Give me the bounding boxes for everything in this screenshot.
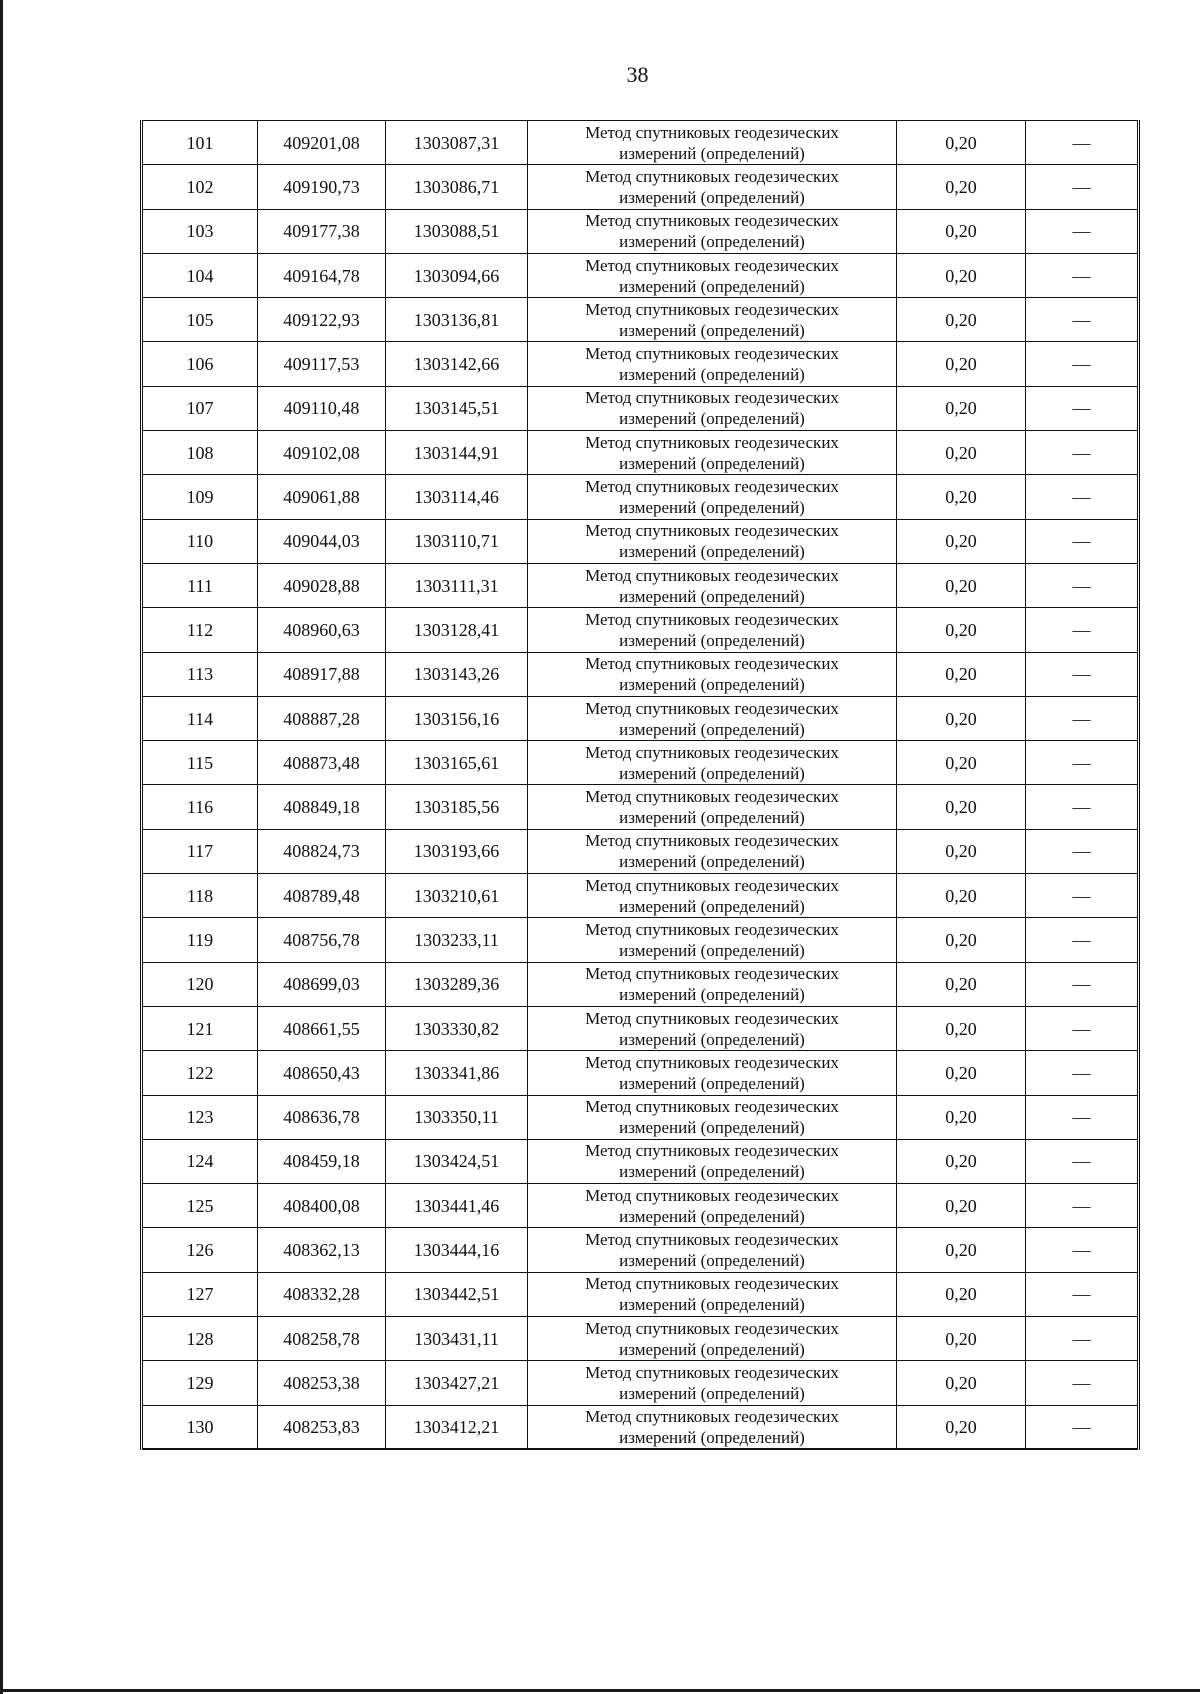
table-row [142, 1272, 1139, 1316]
description-cell: — [1026, 918, 1139, 962]
method-line-2: измерений (определений) [619, 409, 805, 429]
method-cell [528, 475, 897, 519]
x-coordinate-cell: 409028,88 [258, 563, 386, 607]
y-coordinate-cell: 1303142,66 [386, 342, 528, 386]
point-number-cell: 112 [142, 608, 258, 652]
method-line-2: измерений (определений) [619, 763, 805, 783]
method-cell [528, 1228, 897, 1272]
method-cell [528, 1006, 897, 1050]
method-cell [528, 1139, 897, 1183]
table-row [142, 785, 1139, 829]
point-number-cell: 113 [142, 652, 258, 696]
method-line-1: Метод спутниковых геодезических [585, 1407, 839, 1426]
method-cell [528, 1184, 897, 1228]
point-number-cell: 123 [142, 1095, 258, 1139]
method-line-1: Метод спутниковых геодезических [585, 255, 839, 275]
coordinates-table [140, 120, 1140, 1450]
point-number-cell: 114 [142, 696, 258, 740]
method-line-2: измерений (определений) [619, 852, 805, 872]
accuracy-cell: 0,20 [897, 386, 1026, 430]
y-coordinate-cell: 1303350,11 [386, 1095, 528, 1139]
accuracy-cell: 0,20 [897, 696, 1026, 740]
method-line-1: Метод спутниковых геодезических [585, 1141, 839, 1161]
accuracy-cell: 0,20 [897, 1006, 1026, 1050]
table-row [142, 563, 1139, 607]
x-coordinate-cell: 409102,08 [258, 431, 386, 475]
description-cell: — [1026, 1361, 1139, 1405]
accuracy-cell: 0,20 [897, 1139, 1026, 1183]
description-cell: — [1026, 431, 1139, 475]
x-coordinate-cell: 409122,93 [258, 298, 386, 342]
description-cell: — [1026, 165, 1139, 209]
method-line-1: Метод спутниковых геодезических [585, 875, 839, 895]
accuracy-cell: 0,20 [897, 874, 1026, 918]
method-line-2: измерений (определений) [619, 1029, 805, 1049]
point-number-cell: 117 [142, 829, 258, 873]
y-coordinate-cell: 1303136,81 [386, 298, 528, 342]
table-row [142, 1405, 1139, 1449]
point-number-cell: 107 [142, 386, 258, 430]
point-number-cell: 104 [142, 253, 258, 297]
accuracy-cell: 0,20 [897, 918, 1026, 962]
method-cell [528, 874, 897, 918]
method-cell [528, 1095, 897, 1139]
x-coordinate-cell: 409201,08 [258, 121, 386, 165]
method-line-2: измерений (определений) [619, 1428, 805, 1447]
method-cell [528, 829, 897, 873]
y-coordinate-cell: 1303086,71 [386, 165, 528, 209]
method-cell [528, 785, 897, 829]
y-coordinate-cell: 1303114,46 [386, 475, 528, 519]
accuracy-cell: 0,20 [897, 1317, 1026, 1361]
point-number-cell: 125 [142, 1184, 258, 1228]
method-line-2: измерений (определений) [619, 1206, 805, 1226]
table-row [142, 342, 1139, 386]
description-cell: — [1026, 696, 1139, 740]
method-line-1: Метод спутниковых геодезических [585, 1274, 839, 1294]
method-cell [528, 918, 897, 962]
y-coordinate-cell: 1303111,31 [386, 563, 528, 607]
method-cell [528, 209, 897, 253]
method-cell [528, 431, 897, 475]
description-cell: — [1026, 1095, 1139, 1139]
accuracy-cell: 0,20 [897, 1051, 1026, 1095]
description-cell: — [1026, 1405, 1139, 1449]
x-coordinate-cell: 408400,08 [258, 1184, 386, 1228]
x-coordinate-cell: 408960,63 [258, 608, 386, 652]
x-coordinate-cell: 409164,78 [258, 253, 386, 297]
point-number-cell: 105 [142, 298, 258, 342]
method-cell [528, 741, 897, 785]
y-coordinate-cell: 1303156,16 [386, 696, 528, 740]
table-row [142, 918, 1139, 962]
accuracy-cell: 0,20 [897, 253, 1026, 297]
y-coordinate-cell: 1303442,51 [386, 1272, 528, 1316]
y-coordinate-cell: 1303193,66 [386, 829, 528, 873]
method-line-2: измерений (определений) [619, 808, 805, 828]
method-line-1: Метод спутниковых геодезических [585, 787, 839, 807]
table-row [142, 121, 1139, 165]
point-number-cell: 122 [142, 1051, 258, 1095]
y-coordinate-cell: 1303441,46 [386, 1184, 528, 1228]
method-line-1: Метод спутниковых геодезических [585, 698, 839, 718]
method-line-1: Метод спутниковых геодезических [585, 211, 839, 231]
table-row [142, 1006, 1139, 1050]
accuracy-cell: 0,20 [897, 1184, 1026, 1228]
point-number-cell: 106 [142, 342, 258, 386]
method-line-2: измерений (определений) [619, 940, 805, 960]
method-cell [528, 1405, 897, 1449]
point-number-cell: 121 [142, 1006, 258, 1050]
method-line-1: Метод спутниковых геодезических [585, 831, 839, 851]
method-line-2: измерений (определений) [619, 1118, 805, 1138]
accuracy-cell: 0,20 [897, 165, 1026, 209]
accuracy-cell: 0,20 [897, 608, 1026, 652]
table-row [142, 253, 1139, 297]
method-line-2: измерений (определений) [619, 365, 805, 385]
y-coordinate-cell: 1303110,71 [386, 519, 528, 563]
description-cell: — [1026, 829, 1139, 873]
x-coordinate-cell: 408849,18 [258, 785, 386, 829]
method-line-2: измерений (определений) [619, 276, 805, 296]
method-cell [528, 962, 897, 1006]
description-cell: — [1026, 519, 1139, 563]
point-number-cell: 128 [142, 1317, 258, 1361]
accuracy-cell: 0,20 [897, 829, 1026, 873]
method-line-2: измерений (определений) [619, 586, 805, 606]
coordinates-table-body [142, 121, 1139, 1450]
x-coordinate-cell: 408253,83 [258, 1405, 386, 1449]
method-line-2: измерений (определений) [619, 320, 805, 340]
accuracy-cell: 0,20 [897, 298, 1026, 342]
description-cell: — [1026, 121, 1139, 165]
table-row [142, 1051, 1139, 1095]
description-cell: — [1026, 874, 1139, 918]
method-line-1: Метод спутниковых геодезических [585, 344, 839, 364]
method-line-1: Метод спутниковых геодезических [585, 299, 839, 319]
table-row [142, 741, 1139, 785]
x-coordinate-cell: 408789,48 [258, 874, 386, 918]
y-coordinate-cell: 1303412,21 [386, 1405, 528, 1449]
method-line-2: измерений (определений) [619, 1251, 805, 1271]
y-coordinate-cell: 1303094,66 [386, 253, 528, 297]
method-line-2: измерений (определений) [619, 232, 805, 252]
accuracy-cell: 0,20 [897, 1272, 1026, 1316]
accuracy-cell: 0,20 [897, 1405, 1026, 1449]
x-coordinate-cell: 408887,28 [258, 696, 386, 740]
accuracy-cell: 0,20 [897, 209, 1026, 253]
table-row [142, 1361, 1139, 1405]
method-line-1: Метод спутниковых геодезических [585, 122, 839, 142]
table-row [142, 652, 1139, 696]
point-number-cell: 127 [142, 1272, 258, 1316]
y-coordinate-cell: 1303444,16 [386, 1228, 528, 1272]
method-cell [528, 519, 897, 563]
method-cell [528, 165, 897, 209]
description-cell: — [1026, 209, 1139, 253]
table-row [142, 519, 1139, 563]
accuracy-cell: 0,20 [897, 342, 1026, 386]
method-line-2: измерений (определений) [619, 896, 805, 916]
accuracy-cell: 0,20 [897, 1228, 1026, 1272]
table-row [142, 165, 1139, 209]
table-row [142, 431, 1139, 475]
method-line-1: Метод спутниковых геодезических [585, 742, 839, 762]
x-coordinate-cell: 408636,78 [258, 1095, 386, 1139]
accuracy-cell: 0,20 [897, 121, 1026, 165]
point-number-cell: 129 [142, 1361, 258, 1405]
y-coordinate-cell: 1303165,61 [386, 741, 528, 785]
method-cell [528, 342, 897, 386]
method-line-2: измерений (определений) [619, 1073, 805, 1093]
description-cell: — [1026, 1272, 1139, 1316]
description-cell: — [1026, 652, 1139, 696]
table-row [142, 829, 1139, 873]
table-row [142, 874, 1139, 918]
x-coordinate-cell: 409110,48 [258, 386, 386, 430]
method-cell [528, 298, 897, 342]
point-number-cell: 124 [142, 1139, 258, 1183]
x-coordinate-cell: 408873,48 [258, 741, 386, 785]
description-cell: — [1026, 475, 1139, 519]
table-row [142, 1139, 1139, 1183]
method-line-2: измерений (определений) [619, 143, 805, 163]
description-cell: — [1026, 741, 1139, 785]
table-row [142, 298, 1139, 342]
y-coordinate-cell: 1303424,51 [386, 1139, 528, 1183]
method-cell [528, 652, 897, 696]
point-number-cell: 109 [142, 475, 258, 519]
y-coordinate-cell: 1303431,11 [386, 1317, 528, 1361]
table-row [142, 386, 1139, 430]
description-cell: — [1026, 253, 1139, 297]
x-coordinate-cell: 408459,18 [258, 1139, 386, 1183]
description-cell: — [1026, 563, 1139, 607]
x-coordinate-cell: 408258,78 [258, 1317, 386, 1361]
accuracy-cell: 0,20 [897, 431, 1026, 475]
x-coordinate-cell: 409190,73 [258, 165, 386, 209]
method-cell [528, 253, 897, 297]
y-coordinate-cell: 1303128,41 [386, 608, 528, 652]
method-line-1: Метод спутниковых геодезических [585, 1097, 839, 1117]
point-number-cell: 116 [142, 785, 258, 829]
method-line-2: измерений (определений) [619, 1339, 805, 1359]
description-cell: — [1026, 386, 1139, 430]
description-cell: — [1026, 1051, 1139, 1095]
description-cell: — [1026, 1317, 1139, 1361]
method-line-1: Метод спутниковых геодезических [585, 388, 839, 408]
description-cell: — [1026, 298, 1139, 342]
accuracy-cell: 0,20 [897, 962, 1026, 1006]
x-coordinate-cell: 408332,28 [258, 1272, 386, 1316]
description-cell: — [1026, 342, 1139, 386]
scan-edge-left [0, 0, 3, 1694]
scan-edge-bottom [0, 1689, 1200, 1692]
table-row [142, 1317, 1139, 1361]
accuracy-cell: 0,20 [897, 1361, 1026, 1405]
accuracy-cell: 0,20 [897, 475, 1026, 519]
page-number: 38 [626, 62, 649, 87]
method-line-1: Метод спутниковых геодезических [585, 166, 839, 186]
method-line-1: Метод спутниковых геодезических [585, 1052, 839, 1072]
y-coordinate-cell: 1303289,36 [386, 962, 528, 1006]
method-line-1: Метод спутниковых геодезических [585, 432, 839, 452]
x-coordinate-cell: 408917,88 [258, 652, 386, 696]
method-cell [528, 563, 897, 607]
method-cell [528, 696, 897, 740]
point-number-cell: 111 [142, 563, 258, 607]
method-line-1: Метод спутниковых геодезических [585, 1362, 839, 1382]
y-coordinate-cell: 1303185,56 [386, 785, 528, 829]
description-cell: — [1026, 1184, 1139, 1228]
accuracy-cell: 0,20 [897, 652, 1026, 696]
y-coordinate-cell: 1303233,11 [386, 918, 528, 962]
method-line-1: Метод спутниковых геодезических [585, 1008, 839, 1028]
table-row [142, 475, 1139, 519]
method-line-2: измерений (определений) [619, 675, 805, 695]
x-coordinate-cell: 408824,73 [258, 829, 386, 873]
description-cell: — [1026, 1139, 1139, 1183]
method-line-2: измерений (определений) [619, 630, 805, 650]
point-number-cell: 101 [142, 121, 258, 165]
method-line-2: измерений (определений) [619, 1295, 805, 1315]
accuracy-cell: 0,20 [897, 785, 1026, 829]
method-line-1: Метод спутниковых геодезических [585, 609, 839, 629]
method-line-1: Метод спутниковых геодезических [585, 565, 839, 585]
point-number-cell: 102 [142, 165, 258, 209]
point-number-cell: 120 [142, 962, 258, 1006]
y-coordinate-cell: 1303088,51 [386, 209, 528, 253]
y-coordinate-cell: 1303330,82 [386, 1006, 528, 1050]
x-coordinate-cell: 409044,03 [258, 519, 386, 563]
x-coordinate-cell: 408756,78 [258, 918, 386, 962]
method-cell [528, 608, 897, 652]
table-row [142, 1228, 1139, 1272]
method-line-2: измерений (определений) [619, 1383, 805, 1403]
point-number-cell: 108 [142, 431, 258, 475]
point-number-cell: 119 [142, 918, 258, 962]
method-line-1: Метод спутниковых геодезических [585, 1318, 839, 1338]
description-cell: — [1026, 785, 1139, 829]
y-coordinate-cell: 1303145,51 [386, 386, 528, 430]
accuracy-cell: 0,20 [897, 1095, 1026, 1139]
table-row [142, 962, 1139, 1006]
y-coordinate-cell: 1303144,91 [386, 431, 528, 475]
method-line-2: измерений (определений) [619, 1162, 805, 1182]
x-coordinate-cell: 408650,43 [258, 1051, 386, 1095]
table-row [142, 209, 1139, 253]
description-cell: — [1026, 1006, 1139, 1050]
point-number-cell: 103 [142, 209, 258, 253]
x-coordinate-cell: 409117,53 [258, 342, 386, 386]
x-coordinate-cell: 408253,38 [258, 1361, 386, 1405]
table-row [142, 1095, 1139, 1139]
point-number-cell: 118 [142, 874, 258, 918]
table-row [142, 608, 1139, 652]
x-coordinate-cell: 409061,88 [258, 475, 386, 519]
method-line-1: Метод спутниковых геодезических [585, 654, 839, 674]
x-coordinate-cell: 408699,03 [258, 962, 386, 1006]
method-cell [528, 386, 897, 430]
method-line-1: Метод спутниковых геодезических [585, 1185, 839, 1205]
y-coordinate-cell: 1303087,31 [386, 121, 528, 165]
method-cell [528, 1272, 897, 1316]
method-line-2: измерений (определений) [619, 187, 805, 207]
method-line-2: измерений (определений) [619, 719, 805, 739]
x-coordinate-cell: 408661,55 [258, 1006, 386, 1050]
method-cell [528, 1051, 897, 1095]
method-line-2: измерений (определений) [619, 542, 805, 562]
table-row [142, 1184, 1139, 1228]
method-cell [528, 1361, 897, 1405]
description-cell: — [1026, 608, 1139, 652]
accuracy-cell: 0,20 [897, 741, 1026, 785]
y-coordinate-cell: 1303341,86 [386, 1051, 528, 1095]
accuracy-cell: 0,20 [897, 563, 1026, 607]
point-number-cell: 130 [142, 1405, 258, 1449]
method-cell [528, 121, 897, 165]
description-cell: — [1026, 962, 1139, 1006]
method-line-2: измерений (определений) [619, 498, 805, 518]
accuracy-cell: 0,20 [897, 519, 1026, 563]
method-cell [528, 1317, 897, 1361]
x-coordinate-cell: 408362,13 [258, 1228, 386, 1272]
method-line-1: Метод спутниковых геодезических [585, 1230, 839, 1250]
point-number-cell: 115 [142, 741, 258, 785]
method-line-1: Метод спутниковых геодезических [585, 919, 839, 939]
method-line-1: Метод спутниковых геодезических [585, 477, 839, 497]
method-line-1: Метод спутниковых геодезических [585, 964, 839, 984]
method-line-2: измерений (определений) [619, 985, 805, 1005]
x-coordinate-cell: 409177,38 [258, 209, 386, 253]
description-cell: — [1026, 1228, 1139, 1272]
y-coordinate-cell: 1303427,21 [386, 1361, 528, 1405]
y-coordinate-cell: 1303143,26 [386, 652, 528, 696]
table-row [142, 696, 1139, 740]
y-coordinate-cell: 1303210,61 [386, 874, 528, 918]
point-number-cell: 126 [142, 1228, 258, 1272]
point-number-cell: 110 [142, 519, 258, 563]
method-line-2: измерений (определений) [619, 453, 805, 473]
method-line-1: Метод спутниковых геодезических [585, 521, 839, 541]
